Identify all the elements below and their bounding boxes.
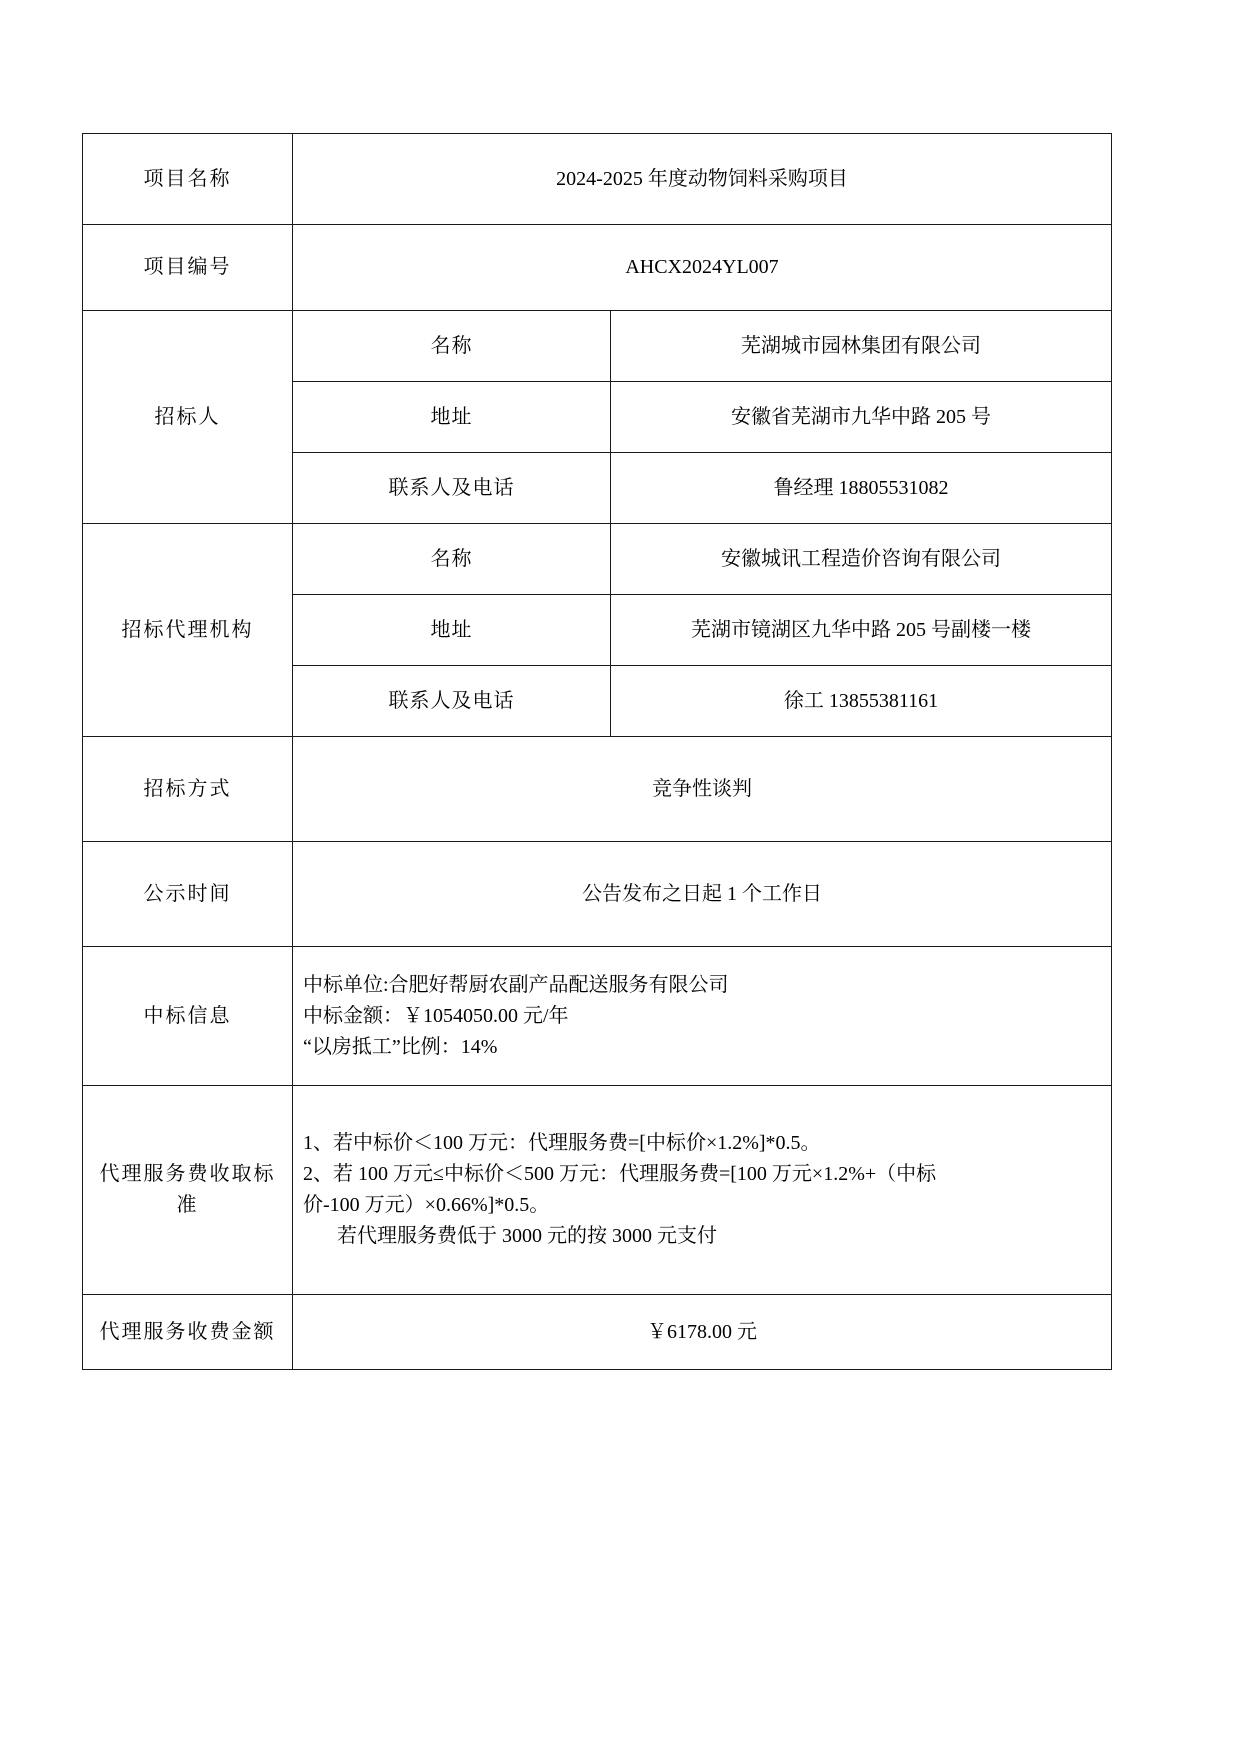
tenderee-contact-value: 鲁经理 18805531082 <box>611 453 1112 524</box>
agency-contact-label: 联系人及电话 <box>293 666 611 737</box>
fee-rule-line-4: 若代理服务费低于 3000 元的按 3000 元支付 <box>337 1225 717 1247</box>
table-row <box>83 1295 1112 1370</box>
table-row <box>83 1086 1112 1295</box>
table-row <box>83 311 1112 382</box>
winning-amount-line: 中标金额：￥1054050.00 元/年 <box>303 1004 569 1027</box>
fee-amount-value: ￥6178.00 元 <box>293 1295 1112 1370</box>
tenderee-address-label: 地址 <box>293 382 611 453</box>
project-name-label: 项目名称 <box>83 134 293 225</box>
agency-label: 招标代理机构 <box>83 524 293 737</box>
fee-standard-value <box>293 1086 1112 1295</box>
fee-standard-label: 代理服务费收取标准 <box>83 1086 293 1295</box>
publicity-time-label: 公示时间 <box>83 842 293 947</box>
fee-rule-line-2: 2、若 100 万元≤中标价＜500 万元：代理服务费=[100 万元×1.2%+（中标 <box>303 1163 937 1185</box>
table-row <box>83 225 1112 311</box>
fee-amount-label: 代理服务收费金额 <box>83 1295 293 1370</box>
agency-name-label: 名称 <box>293 524 611 595</box>
agency-address-label: 地址 <box>293 595 611 666</box>
tender-method-label: 招标方式 <box>83 737 293 842</box>
project-name-value: 2024-2025 年度动物饲料采购项目 <box>293 134 1112 225</box>
tenderee-name-value: 芜湖城市园林集团有限公司 <box>611 311 1112 382</box>
agency-name-value: 安徽城讯工程造价咨询有限公司 <box>611 524 1112 595</box>
winning-ratio-line: “以房抵工”比例：14% <box>303 1035 498 1058</box>
table-row <box>83 842 1112 947</box>
fee-rule-line-3: 价-100 万元）×0.66%]*0.5。 <box>303 1194 550 1216</box>
tenderee-name-label: 名称 <box>293 311 611 382</box>
tender-method-value: 竞争性谈判 <box>293 737 1112 842</box>
publicity-time-value: 公告发布之日起 1 个工作日 <box>293 842 1112 947</box>
agency-address-value: 芜湖市镜湖区九华中路 205 号副楼一楼 <box>611 595 1112 666</box>
tenderee-contact-label: 联系人及电话 <box>293 453 611 524</box>
winning-info-label: 中标信息 <box>83 947 293 1086</box>
project-code-label: 项目编号 <box>83 225 293 311</box>
winning-unit-line: 中标单位:合肥好帮厨农副产品配送服务有限公司 <box>303 973 729 996</box>
bid-result-table <box>82 133 1112 1370</box>
fee-rule-line-1: 1、若中标价＜100 万元：代理服务费=[中标价×1.2%]*0.5。 <box>303 1132 821 1154</box>
project-code-value: AHCX2024YL007 <box>293 225 1112 311</box>
table-row <box>83 134 1112 225</box>
agency-contact-value: 徐工 13855381161 <box>611 666 1112 737</box>
winning-info-value <box>293 947 1112 1086</box>
tenderee-label: 招标人 <box>83 311 293 524</box>
table-row <box>83 947 1112 1086</box>
tenderee-address-value: 安徽省芜湖市九华中路 205 号 <box>611 382 1112 453</box>
table-row <box>83 737 1112 842</box>
table-row <box>83 524 1112 595</box>
